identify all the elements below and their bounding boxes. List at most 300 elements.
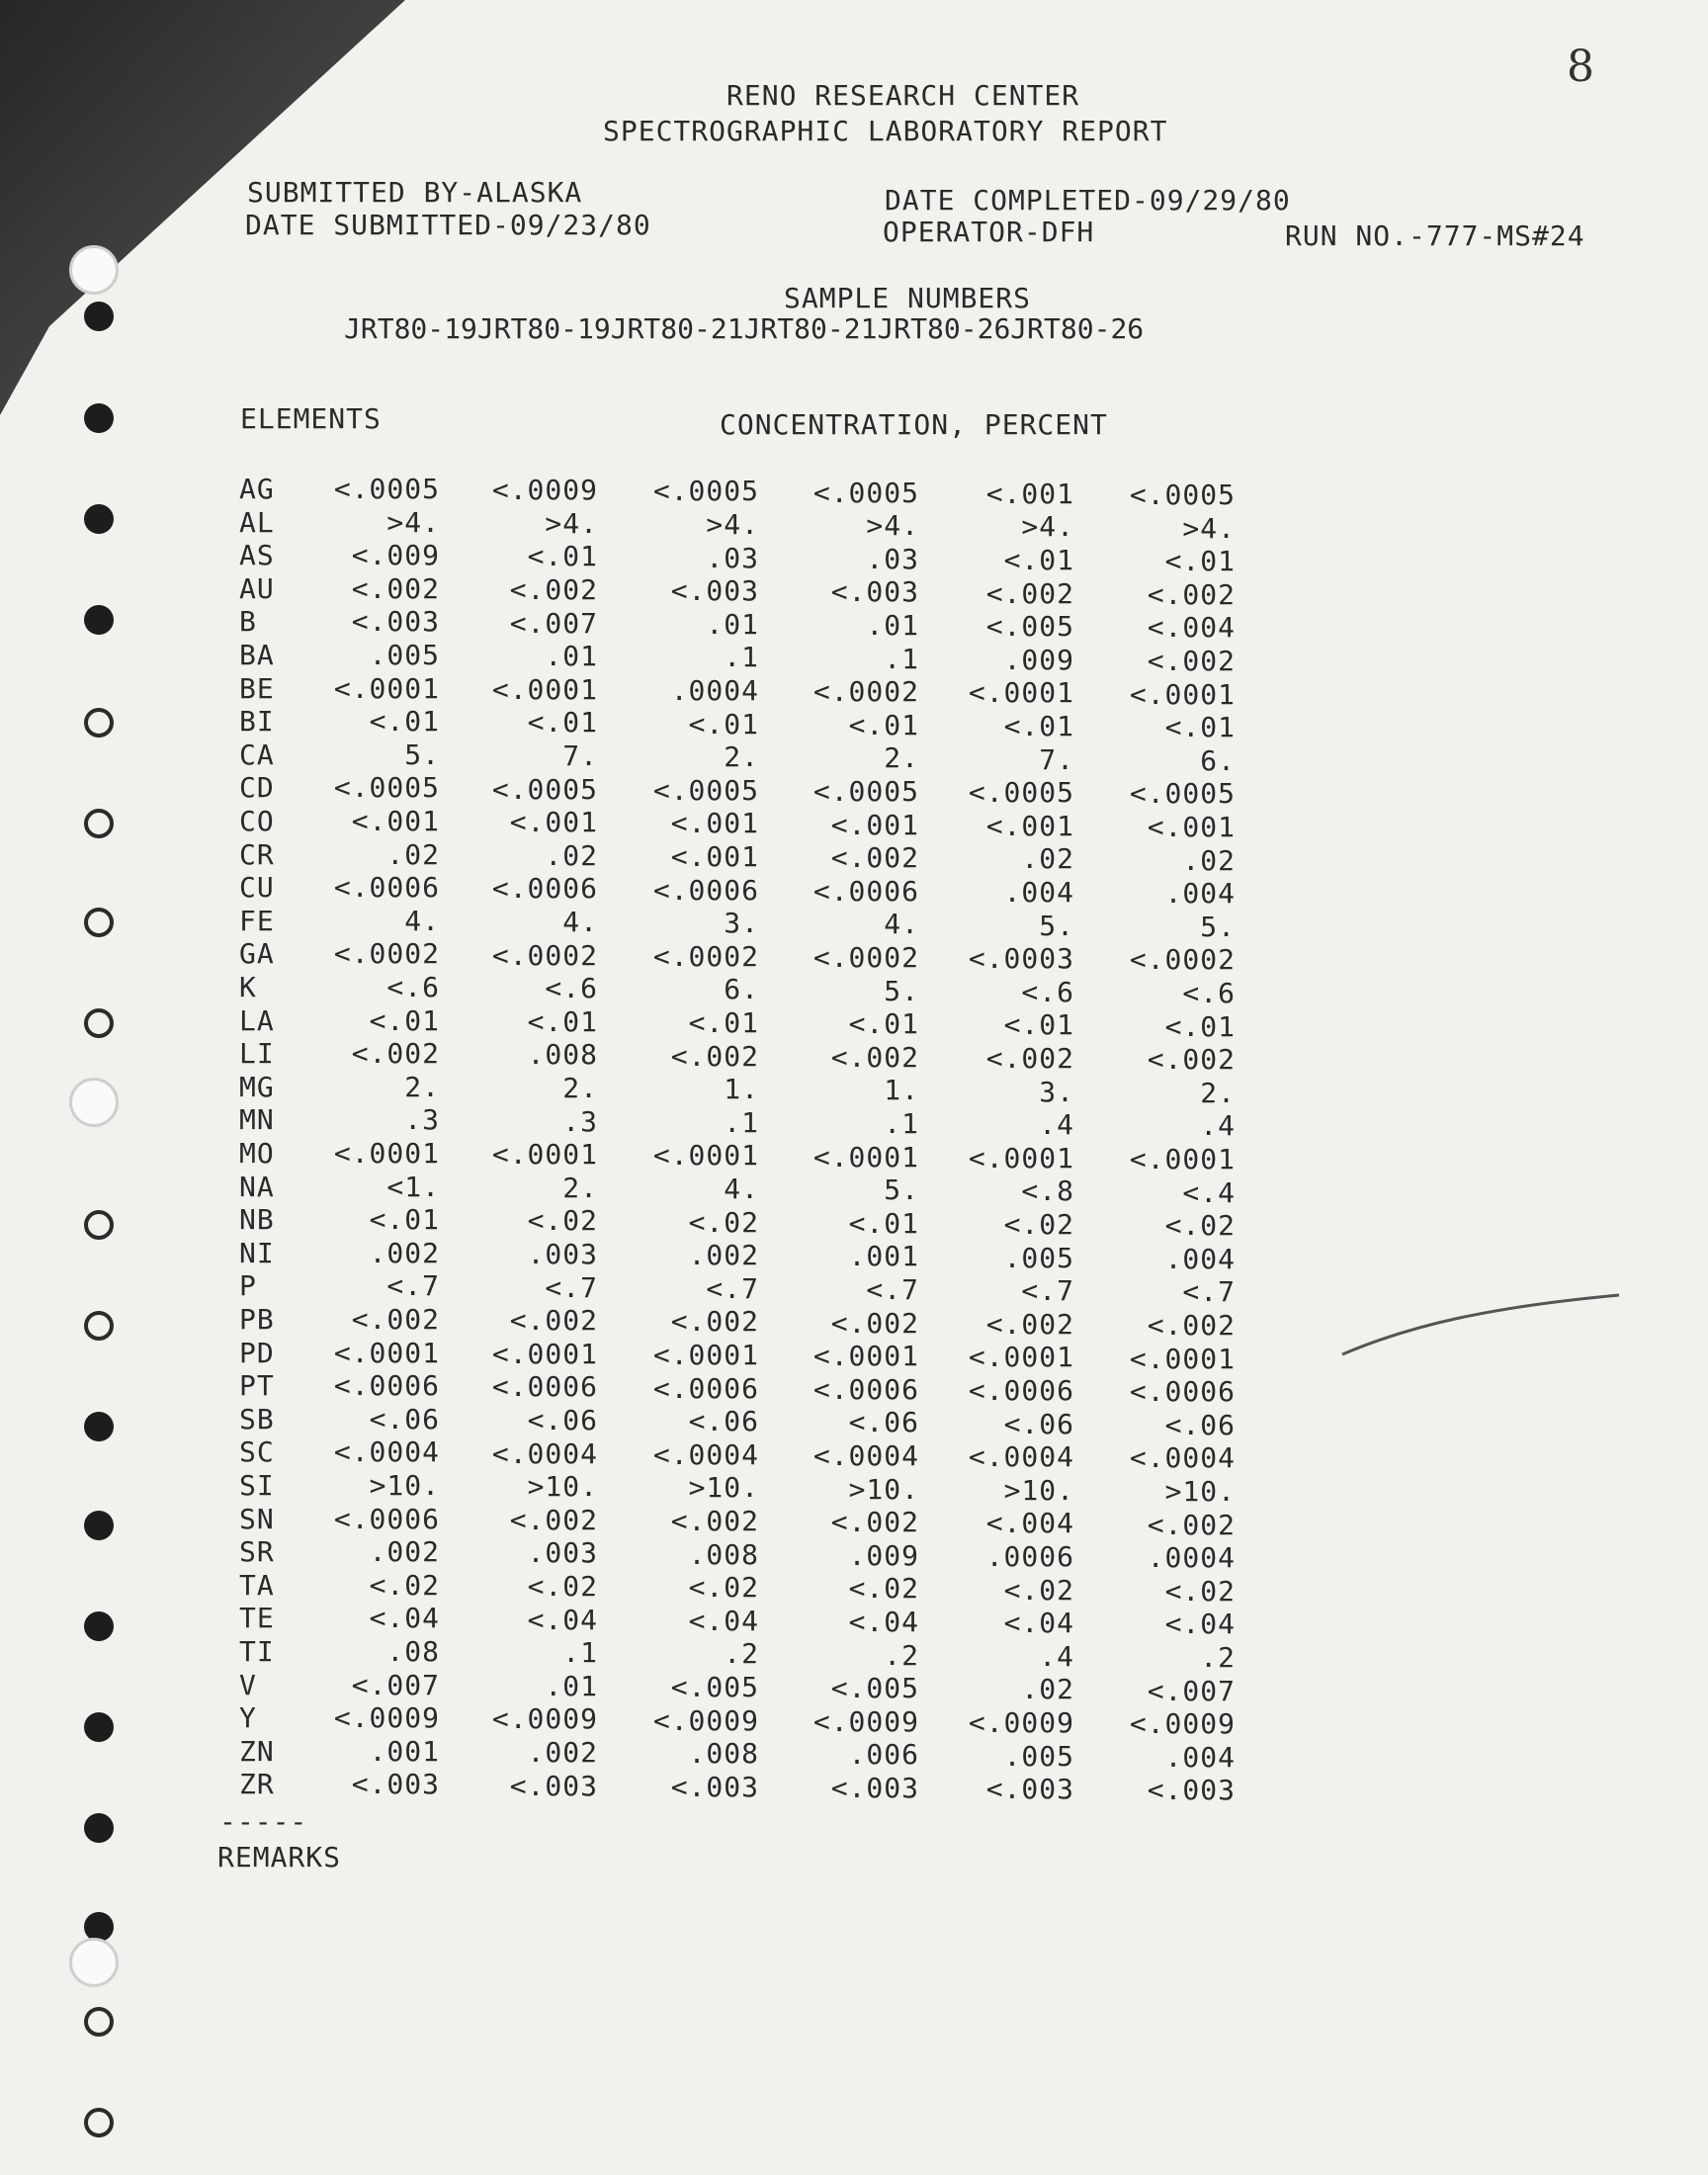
concentration-cell: <.0002: [652, 939, 759, 973]
table-row: [0, 1668, 1708, 1707]
table-row: [0, 1137, 1708, 1175]
concentration-cell: .001: [848, 1240, 919, 1273]
element-symbol: TA: [239, 1568, 275, 1602]
concentration-cell: <.04: [369, 1602, 440, 1635]
concentration-cell: 6.: [724, 973, 759, 1006]
element-symbol: FE: [239, 904, 275, 937]
concentration-cell: <.6: [545, 972, 598, 1005]
element-symbol: MN: [239, 1103, 275, 1137]
table-row: [0, 1103, 1708, 1143]
element-symbol: LI: [239, 1037, 275, 1071]
concentration-cell: <.0006: [812, 1372, 919, 1406]
concentration-cell: <.01: [848, 1007, 919, 1041]
concentration-cell: <.02: [1164, 1574, 1236, 1608]
concentration-cell: <.02: [688, 1571, 759, 1605]
concentration-cell: <.04: [688, 1604, 759, 1637]
concentration-cell: <.0001: [333, 1336, 440, 1369]
table-row: [0, 1236, 1708, 1275]
concentration-cell: 3.: [1039, 1075, 1074, 1108]
concentration-cell: <.0002: [812, 675, 919, 709]
concentration-cell: <.007: [509, 606, 598, 640]
concentration-cell: <.002: [985, 576, 1074, 610]
table-row: [0, 1635, 1708, 1674]
table-row: [0, 1568, 1708, 1608]
table-row: [0, 1369, 1708, 1409]
table-row: [0, 738, 1708, 777]
concentration-cell: >4.: [1021, 510, 1074, 544]
concentration-cell: <.01: [1003, 543, 1074, 576]
concentration-cell: .008: [527, 1038, 598, 1072]
concentration-cell: <.0001: [491, 1138, 598, 1172]
concentration-cell: <.0001: [968, 1141, 1074, 1174]
concentration-cell: <.004: [985, 1507, 1074, 1540]
concentration-cell: 2.: [884, 741, 919, 775]
concentration-cell: .2: [1200, 1641, 1236, 1674]
concentration-cell: .01: [545, 1669, 598, 1702]
element-symbol: AG: [239, 473, 275, 505]
concentration-cell: <.009: [351, 539, 440, 572]
concentration-cell: .002: [369, 1236, 440, 1269]
concentration-cell: >10.: [1003, 1473, 1074, 1507]
concentration-cell: <.002: [830, 1306, 919, 1340]
concentration-cell: .0004: [670, 673, 759, 707]
table-row: [0, 705, 1708, 744]
element-symbol: CO: [239, 805, 275, 837]
concentration-cell: >10.: [369, 1469, 440, 1502]
element-symbol: TI: [239, 1635, 275, 1668]
concentration-cell: >4.: [386, 505, 440, 539]
concentration-cell: <.002: [351, 1303, 440, 1336]
concentration-cell: .0006: [985, 1539, 1074, 1573]
element-symbol: CD: [239, 771, 275, 805]
concentration-cell: <.0004: [333, 1436, 440, 1469]
concentration-cell: .0004: [1147, 1541, 1236, 1575]
concentration-cell: <.0004: [1129, 1441, 1236, 1475]
concentration-cell: .001: [369, 1734, 440, 1768]
element-symbol: SN: [239, 1502, 275, 1535]
concentration-cell: <.007: [351, 1668, 440, 1701]
concentration-cell: <.0009: [491, 1702, 598, 1736]
concentration-cell: <.002: [1147, 1508, 1236, 1541]
concentration-cell: .002: [369, 1535, 440, 1569]
concentration-cell: <.4: [1182, 1175, 1236, 1209]
table-row: [0, 505, 1708, 545]
concentration-cell: <.6: [1182, 977, 1236, 1009]
concentration-cell: <.002: [1147, 1043, 1236, 1077]
element-symbol: BI: [239, 705, 275, 739]
concentration-cell: <.0001: [652, 1338, 759, 1371]
concentration-cell: <.0005: [333, 771, 440, 805]
concentration-cell: 1.: [884, 1074, 919, 1107]
concentration-cell: <.0004: [652, 1437, 759, 1471]
concentration-cell: <.02: [527, 1569, 598, 1603]
concentration-cell: <.0001: [333, 671, 440, 705]
concentration-cell: 2.: [1200, 1076, 1236, 1109]
table-row: [0, 805, 1708, 843]
concentration-cell: <.0005: [812, 774, 919, 808]
concentration-cell: <.003: [351, 605, 440, 639]
table-row: [0, 539, 1708, 578]
report-title-line1: RENO RESEARCH CENTER: [726, 79, 1080, 112]
concentration-cell: .02: [1021, 842, 1074, 876]
concentration-cell: <.001: [985, 809, 1074, 842]
concentration-cell: <.7: [706, 1271, 759, 1305]
date-completed: DATE COMPLETED-09/29/80: [885, 184, 1291, 217]
table-row: [0, 1336, 1708, 1375]
table-row: [0, 1734, 1708, 1774]
concentration-cell: <.01: [848, 708, 919, 741]
concentration-cell: <.0001: [333, 1137, 440, 1170]
concentration-cell: <.003: [830, 1771, 919, 1804]
concentration-cell: 7.: [1039, 742, 1074, 776]
concentration-cell: <.002: [670, 1039, 759, 1073]
elements-heading: ELEMENTS: [240, 402, 382, 435]
element-symbol: Y: [239, 1701, 257, 1735]
concentration-cell: <.01: [1164, 711, 1236, 744]
concentration-cell: <.01: [1003, 709, 1074, 742]
element-symbol: BA: [239, 639, 275, 671]
table-row: [0, 671, 1708, 711]
element-symbol: BE: [239, 671, 275, 705]
table-row: [0, 937, 1708, 977]
concentration-cell: <.7: [1182, 1275, 1236, 1309]
element-symbol: CU: [239, 871, 275, 905]
element-symbol: ZR: [239, 1768, 275, 1801]
concentration-cell: <.003: [830, 575, 919, 609]
concentration-cell: <.003: [1147, 1774, 1236, 1807]
concentration-cell: .4: [1039, 1639, 1074, 1673]
concentration-cell: >10.: [527, 1470, 598, 1504]
concentration-cell: <.0005: [652, 475, 759, 508]
concentration-cell: <.06: [369, 1402, 440, 1436]
concentration-cell: <.0001: [491, 1337, 598, 1370]
concentration-cell: <.7: [545, 1270, 598, 1304]
concentration-cell: .003: [527, 1237, 598, 1270]
concentration-cell: <.002: [509, 572, 598, 606]
concentration-cell: 2.: [404, 1070, 440, 1103]
concentration-cell: <.0006: [333, 1502, 440, 1535]
table-row: [0, 1402, 1708, 1441]
concentration-cell: <.002: [1147, 645, 1236, 677]
concentration-cell: .1: [562, 1636, 598, 1670]
concentration-cell: .2: [724, 1637, 759, 1671]
concentration-cell: <.001: [670, 807, 759, 840]
concentration-cell: .004: [1164, 877, 1236, 911]
concentration-cell: <.6: [386, 971, 440, 1003]
concentration-cell: .005: [369, 639, 440, 671]
handwritten-page-mark: 8: [1567, 42, 1594, 92]
concentration-cell: .002: [527, 1735, 598, 1769]
concentration-cell: <.0001: [968, 1341, 1074, 1374]
concentration-cell: <.0001: [968, 676, 1074, 710]
table-row: [0, 1070, 1708, 1109]
concentration-cell: <.0005: [812, 476, 919, 509]
table-row: [0, 904, 1708, 943]
table-row: [0, 771, 1708, 811]
concentration-cell: .008: [688, 1737, 759, 1771]
element-symbol: K: [239, 971, 257, 1003]
submitted-by: SUBMITTED BY-ALASKA: [247, 176, 583, 209]
concentration-cell: .02: [386, 837, 440, 871]
concentration-cell: <.002: [670, 1504, 759, 1537]
concentration-cell: <.01: [1164, 1009, 1236, 1043]
concentration-cell: .02: [1182, 843, 1236, 877]
sample-numbers-heading: SAMPLE NUMBERS: [784, 282, 1032, 314]
concentration-cell: .002: [688, 1239, 759, 1272]
concentration-cell: <.0009: [333, 1701, 440, 1735]
table-row: [0, 1469, 1708, 1508]
table-row: [0, 1602, 1708, 1641]
concentration-cell: <.0006: [652, 1371, 759, 1405]
concentration-cell: <.002: [351, 1037, 440, 1071]
table-row: [0, 871, 1708, 911]
concentration-cell: <.01: [527, 540, 598, 573]
concentration-cell: <.7: [866, 1272, 919, 1306]
concentration-cell: 1.: [724, 1073, 759, 1106]
concentration-cell: <.007: [1147, 1674, 1236, 1707]
concentration-cell: <.8: [1021, 1174, 1074, 1208]
concentration-cell: <.0005: [968, 776, 1074, 810]
element-symbol: B: [239, 605, 257, 639]
table-row: [0, 1535, 1708, 1575]
remarks-label: REMARKS: [217, 1841, 342, 1873]
table-row: [0, 837, 1708, 877]
concentration-cell: >10.: [688, 1471, 759, 1505]
element-symbol: GA: [239, 937, 275, 971]
table-row: [0, 971, 1708, 1009]
concentration-cell: 2.: [724, 740, 759, 774]
element-symbol: SI: [239, 1469, 275, 1502]
concentration-cell: <.005: [985, 610, 1074, 644]
concentration-cell: .005: [1003, 1241, 1074, 1274]
concentration-cell: <.04: [527, 1603, 598, 1636]
concentration-cell: <.0006: [1129, 1375, 1236, 1409]
concentration-cell: <.001: [670, 839, 759, 873]
concentration-cell: <.002: [509, 1304, 598, 1338]
concentration-cell: <.01: [688, 707, 759, 740]
concentration-cell: <.01: [369, 1203, 440, 1237]
element-symbol: NB: [239, 1203, 275, 1237]
concentration-cell: <.003: [351, 1768, 440, 1801]
concentration-cell: <.06: [848, 1406, 919, 1439]
concentration-cell: <.005: [670, 1670, 759, 1703]
concentration-cell: <.01: [848, 1206, 919, 1240]
concentration-cell: .009: [1003, 643, 1074, 676]
concentration-cell: <.0001: [1129, 677, 1236, 711]
concentration-cell: <.0009: [1129, 1707, 1236, 1741]
table-row: [0, 1502, 1708, 1541]
element-symbol: V: [239, 1668, 257, 1701]
concentration-cell: .4: [1039, 1108, 1074, 1142]
table-row: [0, 473, 1708, 511]
concentration-cell: <.005: [830, 1672, 919, 1705]
concentration-cell: <.0002: [812, 940, 919, 974]
element-symbol: PT: [239, 1369, 275, 1403]
concentration-cell: .004: [1164, 1242, 1236, 1275]
concentration-cell: <.02: [527, 1204, 598, 1238]
concentration-cell: 5.: [884, 1174, 919, 1207]
table-row: [0, 1436, 1708, 1475]
concentration-cell: <.04: [1003, 1607, 1074, 1640]
concentration-cell: <.01: [527, 706, 598, 740]
concentration-cell: <.0005: [491, 772, 598, 806]
concentration-cell: <.0009: [968, 1705, 1074, 1739]
concentration-cell: <.0009: [652, 1703, 759, 1737]
concentration-cell: .01: [706, 607, 759, 641]
element-symbol: PB: [239, 1303, 275, 1336]
concentration-cell: <.02: [369, 1568, 440, 1602]
element-symbol: ZN: [239, 1734, 275, 1768]
concentration-cell: <.0004: [812, 1438, 919, 1472]
concentration-cell: 2.: [562, 1171, 598, 1204]
concentration-cell: .1: [884, 642, 919, 675]
element-symbol: MO: [239, 1137, 275, 1170]
concentration-cell: <.002: [1147, 577, 1236, 611]
concentration-cell: .01: [866, 608, 919, 642]
concentration-cell: <.0001: [652, 1139, 759, 1173]
concentration-cell: >4.: [706, 507, 759, 541]
concentration-cell: <.0001: [812, 1340, 919, 1373]
operator: OPERATOR-DFH: [883, 216, 1095, 248]
concentration-cell: <.0009: [491, 474, 598, 507]
element-symbol: PD: [239, 1336, 275, 1369]
concentration-cell: .01: [545, 640, 598, 673]
concentration-cell: <.0005: [1129, 478, 1236, 511]
concentration-cell: <.02: [1003, 1573, 1074, 1607]
concentration-cell: >4.: [1182, 511, 1236, 545]
element-symbol: NA: [239, 1170, 275, 1203]
concentration-cell: <.0006: [491, 1370, 598, 1404]
concentration-cell: .003: [527, 1536, 598, 1570]
concentration-cell: <.06: [1003, 1407, 1074, 1440]
concentration-cell: .005: [1003, 1739, 1074, 1773]
element-symbol: P: [239, 1269, 257, 1303]
table-row: [0, 1768, 1708, 1807]
concentration-cell: <.0006: [491, 872, 598, 906]
concentration-cell: <.0005: [1129, 777, 1236, 811]
element-symbol: SR: [239, 1535, 275, 1569]
concentration-cell: <.02: [1003, 1207, 1074, 1241]
concentration-cell: <.0006: [968, 1373, 1074, 1407]
concentration-cell: .009: [848, 1538, 919, 1572]
table-row: [0, 1170, 1708, 1209]
concentration-cell: <.01: [527, 1004, 598, 1038]
concentration-cell: .008: [688, 1537, 759, 1571]
concentration-cell: <.0006: [333, 871, 440, 905]
concentration-cell: 5.: [884, 974, 919, 1007]
element-symbol: MG: [239, 1070, 275, 1103]
concentration-cell: <.0001: [491, 672, 598, 706]
table-row: [0, 1269, 1708, 1309]
concentration-cell: .2: [884, 1638, 919, 1672]
concentration-cell: <.01: [1164, 545, 1236, 578]
concentration-cell: >10.: [1164, 1475, 1236, 1508]
concentration-cell: .4: [1200, 1109, 1236, 1143]
concentration-cell: 7.: [562, 739, 598, 772]
concentration-cell: .03: [706, 541, 759, 574]
concentration-cell: <.003: [670, 574, 759, 608]
concentration-cell: <.0009: [812, 1704, 919, 1738]
concentration-cell: <.001: [351, 805, 440, 837]
concentration-cell: <.002: [1147, 1309, 1236, 1342]
concentration-cell: <.001: [1147, 811, 1236, 843]
concentration-cell: 4.: [562, 905, 598, 938]
concentration-cell: 6.: [1200, 743, 1236, 777]
table-row: [0, 1037, 1708, 1077]
concentration-cell: <.04: [848, 1605, 919, 1638]
concentration-cell: <.7: [386, 1269, 440, 1303]
table-row: [0, 1701, 1708, 1741]
separator-line: -----: [219, 1805, 308, 1838]
concentration-cell: <.001: [830, 808, 919, 841]
element-symbol: SC: [239, 1436, 275, 1469]
concentration-cell: <.0006: [812, 874, 919, 908]
concentration-cell: <.002: [830, 841, 919, 875]
element-symbol: AL: [239, 505, 275, 539]
concentration-cell: <.02: [1164, 1209, 1236, 1243]
table-row: [0, 605, 1708, 645]
concentration-cell: <.0004: [968, 1440, 1074, 1474]
table-row: [0, 1303, 1708, 1342]
table-row: [0, 1003, 1708, 1043]
concentration-cell: >4.: [866, 509, 919, 543]
concentration-cell: <.002: [509, 1503, 598, 1536]
concentration-cell: <.06: [688, 1405, 759, 1438]
concentration-cell: .08: [386, 1635, 440, 1668]
concentration-cell: <1.: [386, 1170, 440, 1203]
concentration-cell: .006: [848, 1738, 919, 1772]
date-submitted: DATE SUBMITTED-09/23/80: [245, 209, 651, 241]
concentration-cell: <.01: [369, 1003, 440, 1037]
concentration-cell: .004: [1164, 1740, 1236, 1774]
concentration-cell: <.004: [1147, 611, 1236, 645]
concentration-cell: <.001: [509, 806, 598, 839]
element-symbol: CR: [239, 837, 275, 871]
element-symbol: CA: [239, 738, 275, 771]
concentration-cell: <.0005: [333, 473, 440, 505]
concentration-cell: 5.: [1200, 910, 1236, 943]
concentration-cell: <.02: [848, 1572, 919, 1606]
concentration-heading: CONCENTRATION, PERCENT: [720, 408, 1108, 441]
element-symbol: AU: [239, 571, 275, 605]
concentration-cell: <.0005: [652, 773, 759, 807]
concentration-cell: <.002: [351, 571, 440, 605]
concentration-cell: 4.: [404, 904, 440, 937]
report-title-line2: SPECTROGRAPHIC LABORATORY REPORT: [603, 115, 1168, 147]
concentration-cell: <.0001: [812, 1140, 919, 1174]
concentration-cell: <.01: [369, 705, 440, 739]
concentration-cell: .1: [884, 1106, 919, 1140]
concentration-cell: <.7: [1021, 1274, 1074, 1308]
concentration-cell: <.01: [1003, 1008, 1074, 1042]
concentration-cell: <.06: [527, 1403, 598, 1436]
concentration-cell: <.003: [670, 1770, 759, 1803]
table-row: [0, 571, 1708, 611]
concentration-cell: <.0006: [333, 1369, 440, 1403]
concentration-cell: 5.: [404, 738, 440, 771]
concentration-cell: <.0003: [968, 942, 1074, 976]
element-symbol: NI: [239, 1236, 275, 1269]
concentration-cell: <.0002: [1129, 943, 1236, 977]
table-row: [0, 1203, 1708, 1243]
concentration-cell: 5.: [1039, 909, 1074, 942]
concentration-cell: <.01: [688, 1005, 759, 1039]
concentration-cell: <.001: [985, 477, 1074, 510]
concentration-cell: 4.: [884, 908, 919, 941]
concentration-cell: <.002: [985, 1041, 1074, 1075]
concentration-cell: .1: [724, 641, 759, 674]
concentration-cell: 3.: [724, 907, 759, 940]
